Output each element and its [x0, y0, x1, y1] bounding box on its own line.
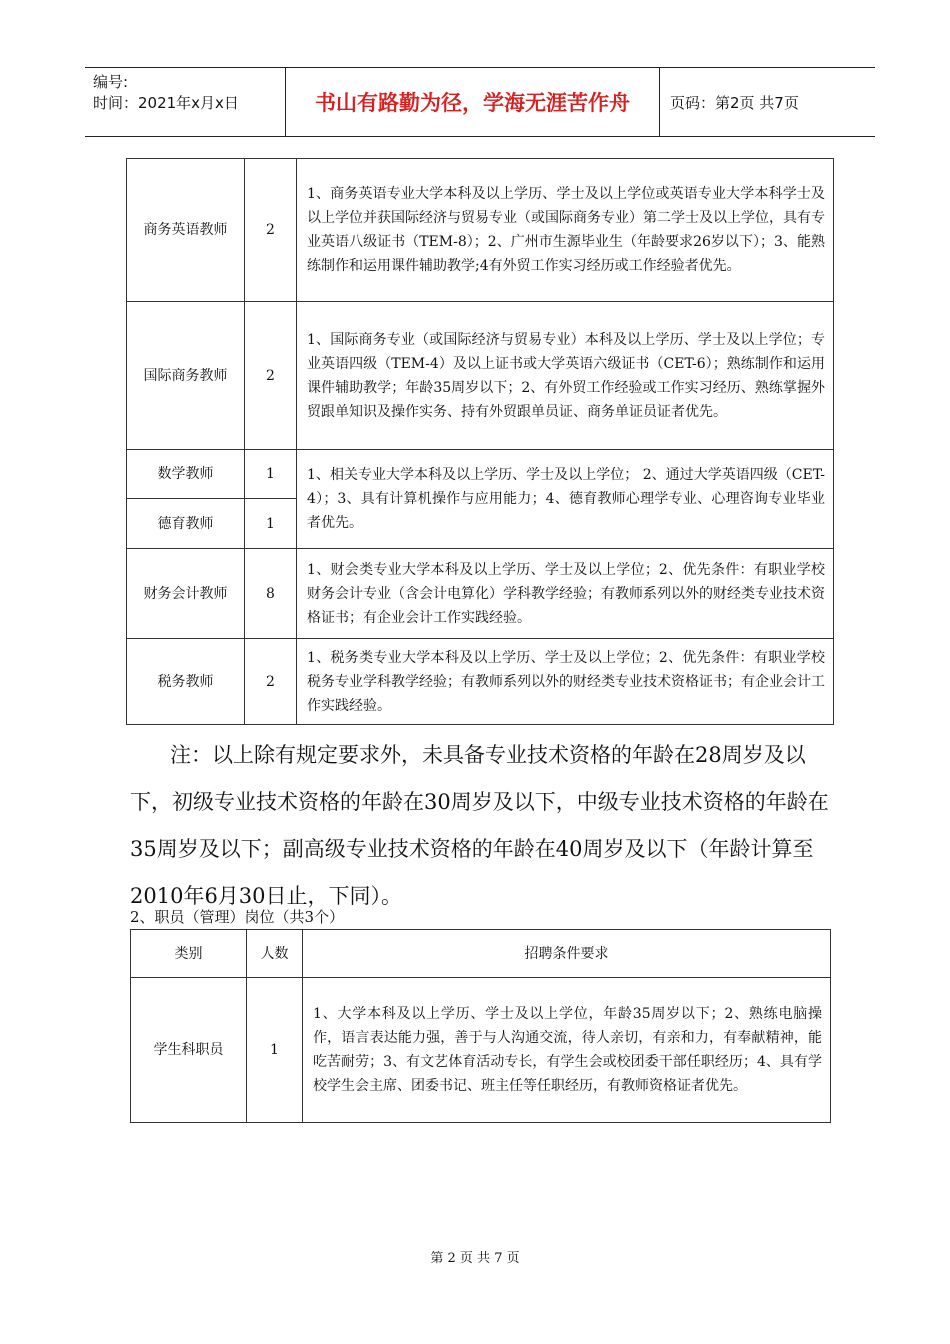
age-note-text: 注：以上除有规定要求外，未具备专业技术资格的年龄在28周岁及以下，初级专业技术资格的年龄在30周岁及以下，中级专业技术资格的年龄在35周岁及以下；副高级专业技术资格的年龄在40周岁及以下（年龄计算至2010年6月30日止，下同）。	[130, 743, 829, 908]
position-count: 2	[245, 639, 297, 725]
header-page-code: 页码：第2页 共7页	[670, 93, 799, 112]
position-category: 德育教师	[127, 499, 245, 549]
page-header	[85, 67, 875, 137]
position-count: 1	[245, 499, 297, 549]
table-row	[127, 450, 834, 499]
table-row	[131, 978, 831, 1123]
page-footer: 第 2 页 共 7 页	[430, 1251, 520, 1266]
position-category: 财务会计教师	[127, 549, 245, 639]
position-count: 1	[247, 978, 303, 1123]
header-meta	[85, 68, 285, 136]
document-time: 时间：2021年x月x日	[93, 94, 239, 112]
document-number-label: 编号:	[93, 73, 129, 91]
age-note	[130, 732, 833, 920]
position-category: 商务英语教师	[127, 159, 245, 302]
position-category: 国际商务教师	[127, 302, 245, 450]
position-category: 数学教师	[127, 450, 245, 499]
staff-positions-table	[130, 929, 831, 1123]
column-header-count: 人数	[247, 930, 303, 978]
table-row	[127, 639, 834, 725]
table-row	[127, 549, 834, 639]
position-requirement: 1、大学本科及以上学历、学士及以上学位，年龄35周岁以下；2、熟练电脑操作，语言表达能力强，善于与人沟通交流，待人亲切，有亲和力，有奉献精神，能吃苦耐劳；3、有文艺体育活动专长，有学生会或校团委干部任职经历；4、具有学校学生会主席、团委书记、班主任等任职经历，有教师资格证者优先。	[303, 978, 831, 1123]
column-header-requirement: 招聘条件要求	[303, 930, 831, 978]
position-count: 2	[245, 302, 297, 450]
table-row	[127, 302, 834, 450]
table-row	[127, 159, 834, 302]
teacher-positions-table	[126, 158, 834, 725]
position-category: 税务教师	[127, 639, 245, 725]
column-header-category: 类别	[131, 930, 247, 978]
position-requirement: 1、税务类专业大学本科及以上学历、学士及以上学位；2、优先条件：有职业学校税务专业学科教学经验；有教师系列以外的财经类专业技术资格证书；有企业会计工作实践经验。	[297, 639, 834, 725]
position-count: 8	[245, 549, 297, 639]
position-requirement: 1、国际商务专业（或国际经济与贸易专业）本科及以上学历、学士及以上学位；专业英语四级（TEM-4）及以上证书或大学英语六级证书（CET-6）；熟练制作和运用课件辅助教学；年龄35周岁以下；2、有外贸工作经验或工作实习经历、熟练掌握外贸跟单知识及操作实务、持有外贸跟单员证、商务单证员证者优先。	[297, 302, 834, 450]
header-motto: 书山有路勤为径，学海无涯苦作舟	[285, 68, 660, 136]
position-count: 2	[245, 159, 297, 302]
position-requirement: 1、财会类专业大学本科及以上学历、学士及以上学位；2、优先条件：有职业学校财务会计专业（含会计电算化）学科教学经验；有教师系列以外的财经类专业技术资格证书；有企业会计工作实践经验。	[297, 549, 834, 639]
position-category: 学生科职员	[131, 978, 247, 1123]
position-requirement: 1、相关专业大学本科及以上学历、学士及以上学位； 2、通过大学英语四级（CET-4）；3、具有计算机操作与应用能力；4、德育教师心理学专业、心理咨询专业毕业者优先。	[297, 450, 834, 549]
position-requirement: 1、商务英语专业大学本科及以上学历、学士及以上学位或英语专业大学本科学士及以上学位并获国际经济与贸易专业（或国际商务专业）第二学士及以上学位，具有专业英语八级证书（TEM-8）；2、广州市生源毕业生（年龄要求26岁以下）；3、能熟练制作和运用课件辅助教学;4有外贸工作实习经历或工作经验者优先。	[297, 159, 834, 302]
section-title: 2、职员（管理）岗位（共3个）	[130, 908, 345, 926]
position-count: 1	[245, 450, 297, 499]
table-header-row	[131, 930, 831, 978]
